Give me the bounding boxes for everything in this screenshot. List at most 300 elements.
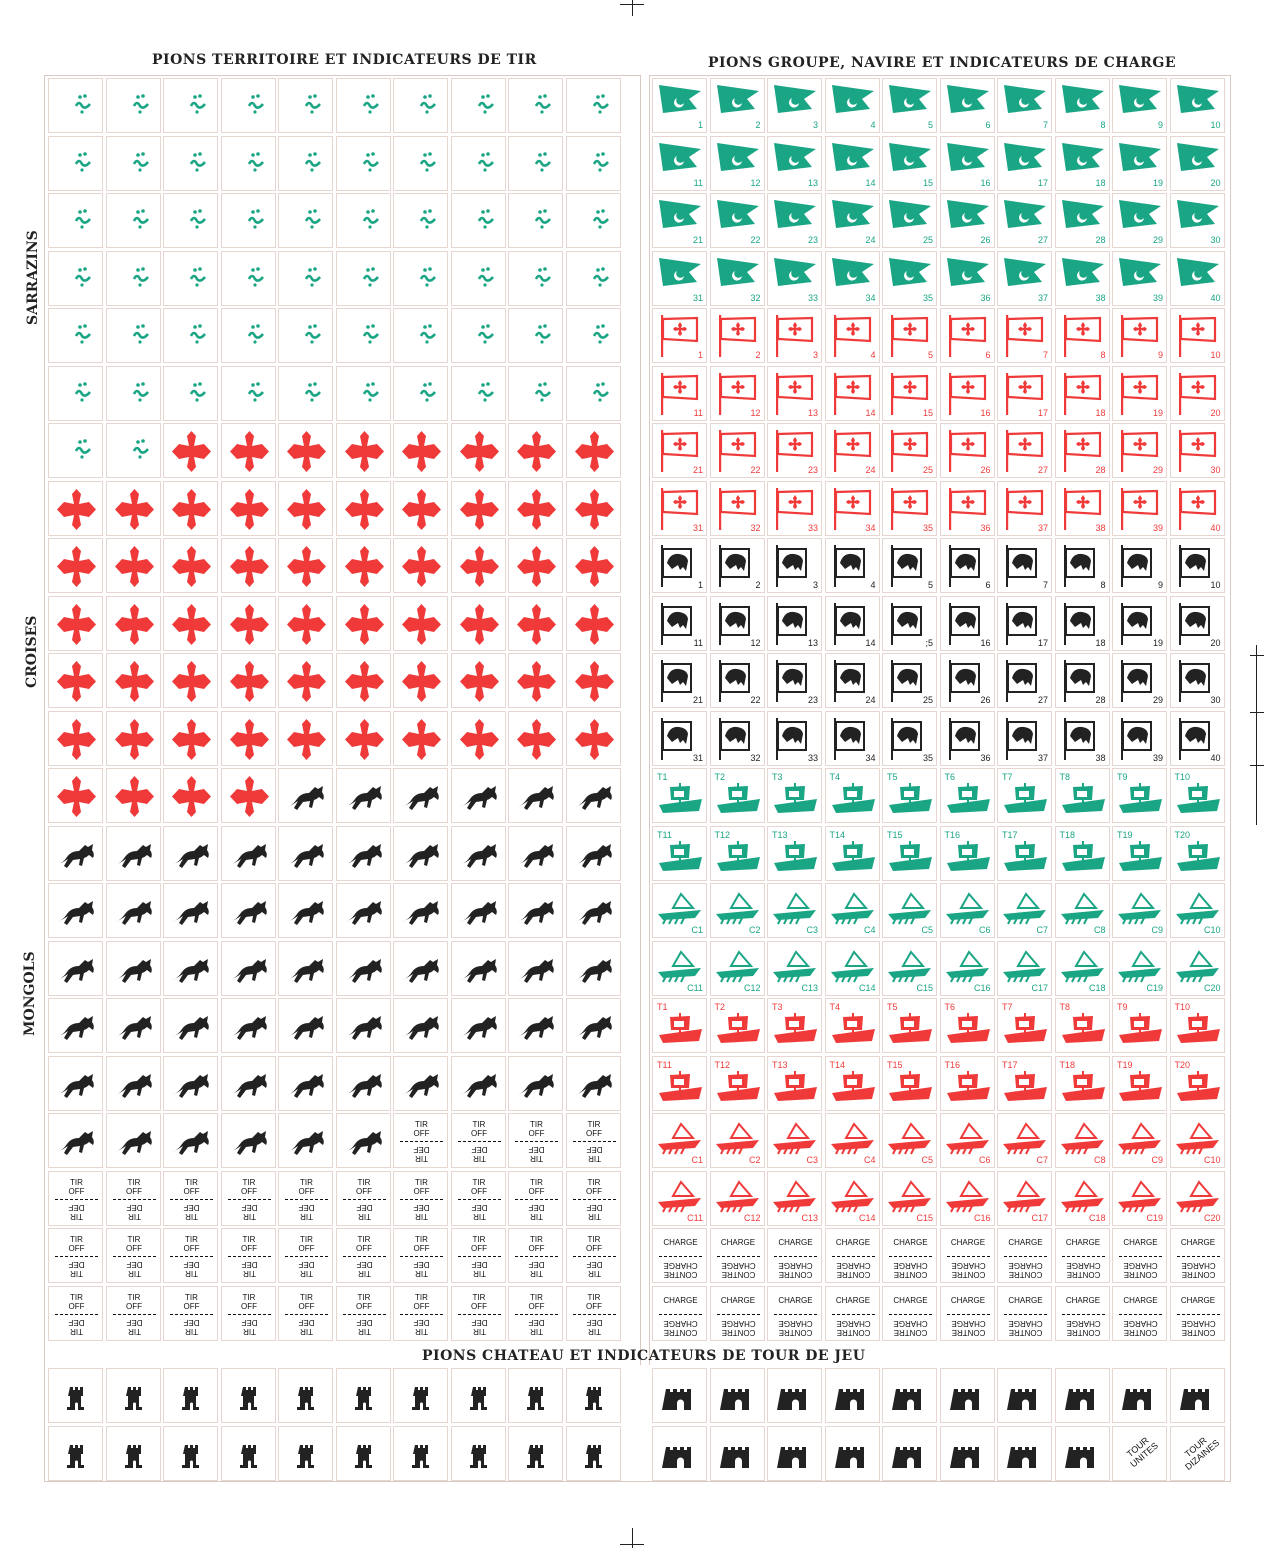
counter-number: T9 — [1117, 1002, 1128, 1012]
counter-crescent — [163, 366, 218, 421]
counter-number: 40 — [1210, 522, 1221, 533]
counter-number: C12 — [743, 982, 761, 993]
counter-number: 31 — [692, 522, 703, 533]
counter-number: C8 — [1093, 925, 1106, 935]
counter-crescent — [278, 366, 333, 421]
counter-number: C13 — [801, 1212, 818, 1223]
counter-horse — [451, 998, 506, 1053]
counter-crescent — [566, 78, 621, 133]
counter-castle — [710, 1368, 765, 1423]
tir-off-label: TIR OFF — [528, 1292, 545, 1311]
counter-number: 2 — [755, 350, 761, 360]
counter-cflag — [1170, 423, 1225, 478]
tir-def-label: TIR DEF — [586, 1260, 602, 1278]
counter-tir — [451, 1113, 506, 1168]
tir-off-label: TIR OFF — [68, 1292, 85, 1311]
counter-cship — [767, 998, 822, 1053]
counter-number: C9 — [1151, 1155, 1163, 1165]
counter-number: C11 — [687, 1212, 703, 1223]
counter-castle — [882, 1426, 937, 1481]
tir-def-label: TIR DEF — [586, 1145, 602, 1163]
counter-sgal — [825, 941, 880, 996]
tir-def-label: TIR DEF — [68, 1202, 85, 1221]
counter-number: 19 — [1152, 177, 1163, 188]
counter-crescent — [221, 308, 276, 363]
fold-line — [400, 1141, 443, 1142]
counter-horse — [163, 1113, 218, 1168]
counter-number: 25 — [922, 695, 933, 705]
counter-number: C20 — [1203, 982, 1221, 993]
counter-horse — [278, 768, 333, 823]
counter-sflag — [710, 78, 765, 133]
counter-mflag — [997, 538, 1052, 593]
counter-number: C20 — [1203, 1212, 1221, 1223]
counter-horse — [566, 998, 621, 1053]
fold-line — [889, 1256, 932, 1257]
counter-number: 5 — [927, 120, 933, 130]
counter-number: 11 — [693, 177, 703, 188]
fold-line — [400, 1256, 443, 1257]
counter-tower — [393, 1426, 448, 1481]
counter-cflag — [825, 366, 880, 421]
counter-tower — [106, 1368, 161, 1423]
tir-def-label: TIR DEF — [471, 1260, 487, 1278]
counter-tir — [336, 1171, 391, 1226]
counter-cross — [393, 538, 448, 593]
counter-cgal — [825, 1171, 880, 1226]
counter-tir — [221, 1228, 276, 1283]
counter-sgal — [710, 941, 765, 996]
counter-castle — [997, 1426, 1052, 1481]
counter-cross — [336, 423, 391, 478]
counter-cgal — [710, 1171, 765, 1226]
counter-tower — [508, 1426, 563, 1481]
counter-tir — [278, 1286, 333, 1341]
tir-off-label: TIR OFF — [471, 1120, 487, 1138]
counter-tir — [106, 1171, 161, 1226]
counter-number: 25 — [922, 465, 933, 475]
counter-number: 17 — [1037, 407, 1048, 418]
tir-off-label: TIR OFF — [528, 1177, 545, 1196]
counter-horse — [451, 941, 506, 996]
counter-charge — [940, 1286, 995, 1341]
counter-charge — [1055, 1286, 1110, 1341]
counter-cflag — [940, 481, 995, 536]
tir-def-label: TIR DEF — [298, 1202, 315, 1221]
fold-line — [343, 1199, 386, 1200]
counter-charge — [1112, 1228, 1167, 1283]
counter-cross — [451, 423, 506, 478]
counter-cross — [163, 768, 218, 823]
contre-charge-label: CONTRE CHARGE — [1123, 1318, 1158, 1337]
counter-crescent — [163, 193, 218, 248]
counter-number: 11 — [693, 407, 703, 418]
counter-mflag — [1170, 538, 1225, 593]
counter-number: 21 — [692, 695, 703, 705]
counter-number: 14 — [865, 407, 876, 418]
fold-line — [573, 1141, 616, 1142]
tir-off-label: TIR OFF — [183, 1235, 200, 1253]
counter-cflag — [1170, 366, 1225, 421]
counter-number: 21 — [692, 235, 703, 245]
counter-number: 24 — [865, 235, 876, 245]
counter-sflag — [767, 251, 822, 306]
fold-line — [400, 1199, 443, 1200]
counter-horse — [393, 1056, 448, 1111]
charge-label: CHARGE — [1180, 1295, 1216, 1305]
counter-tir — [508, 1286, 563, 1341]
contre-charge-label: CONTRE CHARGE — [720, 1261, 756, 1279]
counter-number: 12 — [750, 637, 761, 648]
counter-number: 28 — [1095, 235, 1106, 245]
counter-tir — [221, 1171, 276, 1226]
counter-number: 8 — [1100, 120, 1106, 130]
counter-number: 23 — [807, 695, 818, 705]
counter-cflag — [825, 308, 880, 363]
counter-crescent — [393, 78, 448, 133]
counter-number: C18 — [1088, 1212, 1106, 1223]
counter-sflag — [940, 136, 995, 191]
counter-sship — [997, 768, 1052, 823]
counter-sship — [940, 768, 995, 823]
counter-mflag — [1112, 653, 1167, 708]
counter-cflag — [710, 423, 765, 478]
counter-cflag — [1055, 366, 1110, 421]
counter-crescent — [48, 423, 103, 478]
counter-sflag — [882, 136, 937, 191]
counter-number: 22 — [750, 695, 761, 705]
counter-number: C14 — [858, 982, 876, 993]
counter-cflag — [1112, 481, 1167, 536]
counter-horse — [106, 1113, 161, 1168]
counter-crescent — [48, 366, 103, 421]
counter-number: 17 — [1037, 177, 1048, 188]
tir-off-label: TIR OFF — [241, 1235, 257, 1253]
counter-charge — [940, 1228, 995, 1283]
counter-charge — [882, 1286, 937, 1341]
counter-cflag — [1170, 308, 1225, 363]
tir-def-label: TIR DEF — [298, 1260, 315, 1278]
counter-cross — [163, 711, 218, 766]
counter-number: 26 — [980, 695, 991, 705]
counter-number: 18 — [1095, 407, 1106, 418]
counter-cflag — [1055, 308, 1110, 363]
counter-number: 4 — [870, 580, 876, 590]
counter-number: T16 — [944, 829, 961, 840]
counter-mflag — [1170, 711, 1225, 766]
counter-horse — [278, 826, 333, 881]
counter-number: T17 — [1002, 1059, 1018, 1070]
counter-number: C4 — [863, 1155, 876, 1165]
counter-sship — [997, 826, 1052, 881]
counter-horse — [393, 883, 448, 938]
charge-label: CHARGE — [950, 1238, 986, 1247]
counter-cflag — [940, 366, 995, 421]
counter-tir — [508, 1228, 563, 1283]
counter-cross — [393, 423, 448, 478]
counter-number: C2 — [748, 1155, 761, 1165]
counter-cross — [221, 596, 276, 651]
counter-cross — [393, 481, 448, 536]
counter-sflag — [1112, 136, 1167, 191]
counter-number: 33 — [807, 752, 818, 763]
counter-number: 14 — [865, 177, 876, 188]
counter-number: 1 — [697, 350, 703, 360]
counter-number: 32 — [750, 522, 761, 533]
fold-line — [717, 1314, 760, 1315]
tir-def-label: TIR DEF — [126, 1202, 142, 1221]
counter-number: T13 — [772, 829, 788, 840]
contre-charge-label: CONTRE CHARGE — [893, 1261, 928, 1279]
counter-tir — [163, 1228, 218, 1283]
counter-horse — [163, 883, 218, 938]
fold-line — [1177, 1256, 1220, 1257]
counter-crescent — [278, 136, 333, 191]
charge-label: CHARGE — [1123, 1238, 1158, 1247]
counter-charge — [710, 1286, 765, 1341]
registration-mark-right — [1256, 645, 1257, 825]
counter-cgal — [767, 1171, 822, 1226]
counter-number: 2 — [755, 580, 761, 590]
counter-mflag — [882, 596, 937, 651]
counter-number: T15 — [887, 829, 903, 840]
tir-def-label: TIR DEF — [241, 1317, 257, 1336]
counter-tir — [336, 1286, 391, 1341]
counter-tir — [106, 1228, 161, 1283]
counter-cross — [106, 768, 161, 823]
counter-cflag — [997, 481, 1052, 536]
fold-line — [55, 1314, 98, 1315]
counter-cgal — [767, 1113, 822, 1168]
counter-cgal — [710, 1113, 765, 1168]
fold-line — [228, 1314, 271, 1315]
fold-line — [573, 1199, 616, 1200]
counter-horse — [221, 998, 276, 1053]
contre-charge-label: CONTRE CHARGE — [950, 1318, 986, 1337]
counter-number: 20 — [1210, 177, 1221, 188]
counter-tir — [221, 1286, 276, 1341]
counter-cross — [106, 596, 161, 651]
registration-tick-3 — [1250, 765, 1264, 766]
counter-number: 36 — [980, 752, 991, 763]
counter-number: 20 — [1210, 407, 1221, 418]
tir-off-label: TIR OFF — [298, 1177, 315, 1196]
counter-cross — [336, 653, 391, 708]
counter-sgal — [997, 941, 1052, 996]
fold-line — [285, 1256, 328, 1257]
counter-castle — [1112, 1368, 1167, 1423]
counter-number: T7 — [1002, 1002, 1013, 1012]
counter-number: T8 — [1059, 1002, 1071, 1012]
counter-number: T14 — [829, 829, 846, 840]
counter-sship — [767, 826, 822, 881]
counter-cross — [221, 653, 276, 708]
counter-horse — [278, 1056, 333, 1111]
counter-crescent — [393, 308, 448, 363]
counter-number: T20 — [1174, 829, 1191, 840]
counter-cross — [393, 596, 448, 651]
counter-number: 24 — [865, 695, 876, 705]
counter-sflag — [1055, 136, 1110, 191]
counter-number: 32 — [750, 292, 761, 303]
counter-number: 33 — [807, 292, 818, 303]
counter-sflag — [1112, 78, 1167, 133]
tir-def-label: TIR DEF — [586, 1202, 602, 1221]
tir-off-label: TIR OFF — [356, 1292, 372, 1311]
counter-tir — [508, 1171, 563, 1226]
counter-number: 38 — [1095, 522, 1106, 533]
counter-mflag — [1112, 538, 1167, 593]
counter-castle — [767, 1426, 822, 1481]
counter-tower — [451, 1368, 506, 1423]
counter-crescent — [278, 251, 333, 306]
counter-number: 31 — [692, 752, 703, 763]
counter-cgal — [882, 1113, 937, 1168]
counter-cship — [1112, 1056, 1167, 1111]
registration-mark-top-h — [620, 4, 644, 5]
fold-line — [400, 1314, 443, 1315]
header-right: PIONS GROUPE, NAVIRE ET INDICATEURS DE CHARGE — [708, 55, 1177, 71]
counter-horse — [393, 998, 448, 1053]
counter-sgal — [882, 941, 937, 996]
tir-off-label: TIR OFF — [356, 1177, 372, 1196]
counter-number: 29 — [1152, 235, 1163, 245]
counter-charge — [652, 1228, 707, 1283]
counter-number: C10 — [1203, 925, 1221, 935]
counter-number: T12 — [714, 829, 731, 840]
counter-number: C15 — [916, 1212, 933, 1223]
tir-off-label: TIR OFF — [528, 1235, 545, 1253]
counter-cgal — [652, 1113, 707, 1168]
contre-charge-label: CONTRE CHARGE — [663, 1318, 698, 1337]
counter-sflag — [767, 136, 822, 191]
counter-crescent — [48, 78, 103, 133]
counter-sgal — [1055, 883, 1110, 938]
fold-line — [1062, 1314, 1105, 1315]
counter-tir — [566, 1171, 621, 1226]
counter-horse — [566, 883, 621, 938]
counter-cross — [278, 711, 333, 766]
counter-mflag — [997, 596, 1052, 651]
counter-horse — [221, 1056, 276, 1111]
counter-castle — [997, 1368, 1052, 1423]
tir-def-label: TIR DEF — [183, 1317, 200, 1336]
counter-crescent — [106, 136, 161, 191]
fold-line — [1119, 1314, 1162, 1315]
counter-number: 26 — [980, 465, 991, 475]
counter-cship — [1112, 998, 1167, 1053]
counter-mflag — [940, 596, 995, 651]
counter-cross — [163, 423, 218, 478]
counter-cross — [106, 653, 161, 708]
registration-tick-1 — [1250, 655, 1264, 656]
counter-number: C3 — [806, 925, 818, 935]
charge-label: CHARGE — [663, 1238, 698, 1247]
counter-horse — [221, 941, 276, 996]
counter-cgal — [1170, 1171, 1225, 1226]
counter-horse — [508, 883, 563, 938]
tir-off-label: TIR OFF — [298, 1235, 315, 1253]
counter-cship — [1055, 1056, 1110, 1111]
counter-cross — [106, 538, 161, 593]
counter-number: T3 — [772, 1002, 783, 1012]
counter-mflag — [710, 653, 765, 708]
counter-tower — [278, 1368, 333, 1423]
counter-cross — [508, 653, 563, 708]
fold-line — [113, 1256, 156, 1257]
charge-label: CHARGE — [893, 1295, 928, 1305]
fold-line — [113, 1199, 156, 1200]
counter-cflag — [940, 423, 995, 478]
counter-mflag — [767, 711, 822, 766]
counter-sgal — [710, 883, 765, 938]
counter-number: 16 — [980, 407, 991, 418]
fold-line — [774, 1256, 817, 1257]
counter-number: T6 — [944, 772, 956, 782]
counter-cship — [710, 998, 765, 1053]
counter-sflag — [652, 78, 707, 133]
counter-horse — [278, 1113, 333, 1168]
fold-line — [947, 1314, 990, 1315]
counter-number: C8 — [1093, 1155, 1106, 1165]
counter-number: 39 — [1152, 752, 1163, 763]
charge-label: CHARGE — [1008, 1238, 1043, 1247]
counter-sgal — [652, 941, 707, 996]
tir-off-label: TIR OFF — [586, 1292, 602, 1311]
counter-number: T18 — [1059, 1059, 1076, 1070]
counter-cgal — [1112, 1113, 1167, 1168]
counter-number: 10 — [1210, 580, 1221, 590]
counter-mflag — [825, 596, 880, 651]
counter-mflag — [882, 711, 937, 766]
counter-mflag — [1055, 538, 1110, 593]
counter-cgal — [997, 1113, 1052, 1168]
counter-number: 5 — [927, 350, 933, 360]
counter-number: 40 — [1210, 752, 1221, 763]
counter-tower — [163, 1368, 218, 1423]
tir-off-label: TIR OFF — [413, 1120, 430, 1138]
counter-number: C7 — [1036, 1155, 1048, 1165]
counter-sflag — [940, 251, 995, 306]
tir-def-label: TIR DEF — [241, 1260, 257, 1278]
counter-crescent — [278, 78, 333, 133]
counter-sgal — [997, 883, 1052, 938]
counter-number: 19 — [1152, 407, 1163, 418]
contre-charge-label: CONTRE CHARGE — [1065, 1261, 1101, 1279]
counter-cgal — [825, 1113, 880, 1168]
counter-horse — [163, 826, 218, 881]
counter-cgal — [1112, 1171, 1167, 1226]
tir-def-label: TIR DEF — [126, 1317, 142, 1336]
counter-sship — [767, 768, 822, 823]
contre-charge-label: CONTRE CHARGE — [893, 1318, 928, 1337]
counter-sship — [710, 768, 765, 823]
counter-cgal — [1055, 1113, 1110, 1168]
counter-sgal — [940, 883, 995, 938]
counter-number: T11 — [657, 1059, 672, 1070]
contre-charge-label: CONTRE CHARGE — [1180, 1318, 1216, 1337]
counter-mflag — [1170, 596, 1225, 651]
header-bottom: PIONS CHATEAU ET INDICATEURS DE TOUR DE JEU — [422, 1348, 866, 1364]
counter-crescent — [451, 366, 506, 421]
counter-horse — [163, 1056, 218, 1111]
tir-def-label: TIR DEF — [356, 1202, 372, 1221]
counter-cross — [508, 711, 563, 766]
counter-sflag — [882, 193, 937, 248]
counter-number: 8 — [1100, 580, 1106, 590]
counter-cflag — [652, 308, 707, 363]
counter-cross — [566, 711, 621, 766]
